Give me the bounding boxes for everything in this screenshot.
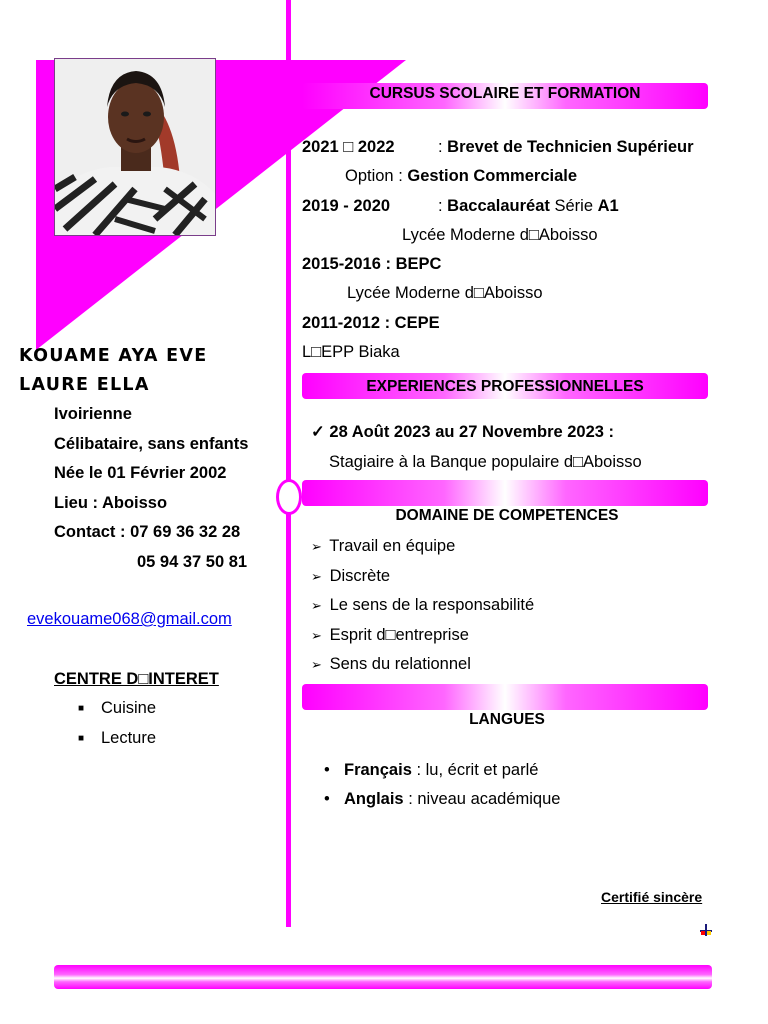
edu-1-line <box>438 137 694 157</box>
languages-title: LANGUES <box>469 711 545 728</box>
edu-1-degree: Brevet de Technicien Supérieur <box>447 138 694 156</box>
language-name: Anglais <box>344 790 404 808</box>
skill-item <box>311 595 534 616</box>
language-level: : niveau académique <box>403 790 561 808</box>
interests-title: CENTRE D□INTERET <box>54 670 219 688</box>
experience-period-line <box>311 422 614 442</box>
certification-text: Certifié sincère <box>601 889 703 905</box>
interest-item: ■ Cuisine <box>78 699 157 717</box>
skill-item <box>311 566 390 587</box>
interest-label: Lecture <box>101 729 157 747</box>
portrait-image <box>55 59 215 235</box>
skills-banner <box>302 480 708 506</box>
interest-label: Cuisine <box>101 699 157 717</box>
interest-item: ■ Lecture <box>78 729 157 747</box>
birth-place: Lieu : Aboisso <box>54 494 168 512</box>
language-item: • Français : lu, écrit et parlé <box>324 761 539 779</box>
skill-label: Le sens de la responsabilité <box>329 596 535 614</box>
check-icon: ✓ <box>311 423 325 441</box>
edu-1-sep: : <box>438 138 448 156</box>
edu-4-line: 2011-2012 : CEPE <box>302 314 440 332</box>
arrow-icon: ➢ <box>311 569 322 584</box>
edu-1-option-value: Gestion Commerciale <box>407 167 578 185</box>
edu-1-option-label: Option : <box>345 167 408 185</box>
language-item: • Anglais : niveau académique <box>324 790 561 808</box>
edu-2-serie-label: Série <box>549 197 598 215</box>
language-level: : lu, écrit et parlé <box>411 761 539 779</box>
candidate-name-line2: LAURE ELLA <box>19 375 150 395</box>
profile-photo <box>54 58 216 236</box>
education-title: CURSUS SCOLAIRE ET FORMATION <box>369 85 641 102</box>
candidate-name-line1: KOUAME AYA EVE <box>19 346 208 366</box>
skill-label: Travail en équipe <box>329 537 456 555</box>
divider-circle <box>276 479 302 515</box>
phone-1: 07 69 36 32 28 <box>130 523 241 541</box>
edu-2-sep: : <box>438 197 448 215</box>
arrow-icon: ➢ <box>311 628 322 643</box>
edu-1-option <box>345 166 577 186</box>
edu-1-years: 2021 □ 2022 <box>302 138 395 156</box>
edu-4-school: L□EPP Biaka <box>302 343 400 361</box>
edu-2-school: Lycée Moderne d□Aboisso <box>402 226 598 244</box>
signature-mark-icon <box>699 923 713 937</box>
contact-line <box>54 522 240 542</box>
experience-role: Stagiaire à la Banque populaire d□Aboisso <box>329 453 642 471</box>
skill-label: Esprit d□entreprise <box>329 626 469 644</box>
phone-2: 05 94 37 50 81 <box>137 553 248 571</box>
edu-2-years: 2019 - 2020 <box>302 197 391 215</box>
skills-title: DOMAINE DE COMPETENCES <box>395 507 619 524</box>
skill-label: Sens du relationnel <box>329 655 471 673</box>
edu-2-degree: Baccalauréat <box>447 197 550 215</box>
edu-2-line <box>438 196 619 216</box>
experience-title: EXPERIENCES PROFESSIONNELLES <box>366 378 644 395</box>
arrow-icon: ➢ <box>311 598 322 613</box>
languages-banner <box>302 684 708 710</box>
edu-2-serie: A1 <box>597 197 619 215</box>
birth-date: Née le 01 Février 2002 <box>54 464 227 482</box>
arrow-icon: ➢ <box>311 657 322 672</box>
skill-item <box>311 625 469 646</box>
arrow-icon: ➢ <box>311 539 322 554</box>
language-name: Français <box>344 761 412 779</box>
skill-label: Discrète <box>329 567 391 585</box>
footer-bar <box>54 965 712 989</box>
edu-3-school: Lycée Moderne d□Aboisso <box>347 284 543 302</box>
email-link[interactable]: evekouame068@gmail.com <box>27 610 232 628</box>
experience-period: 28 Août 2023 au 27 Novembre 2023 : <box>329 423 615 441</box>
marital-status: Célibataire, sans enfants <box>54 435 249 453</box>
contact-label: Contact : <box>54 523 131 541</box>
nationality: Ivoirienne <box>54 405 132 423</box>
skill-item <box>311 536 455 557</box>
skill-item <box>311 654 471 675</box>
edu-3-line: 2015-2016 : BEPC <box>302 255 442 273</box>
